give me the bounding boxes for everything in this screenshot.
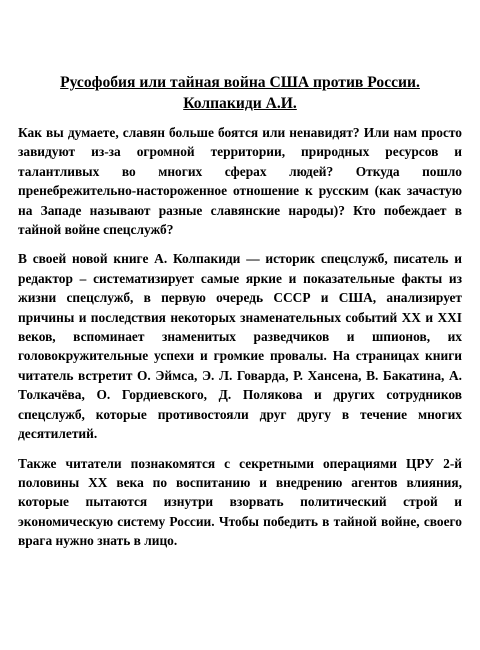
title-line-1: Русофобия или тайная война США против России. <box>60 74 420 91</box>
document-title <box>18 72 462 114</box>
paragraph-2: В своей новой книге А. Колпакиди — историк спецслужб, писатель и редактор – систематизирует самые яркие и показательные факты из жизни спецслужб, в первую очередь СССР и США, анализирует причины и последствия некоторых знаменательных событий XX и XXI веков, вспоминает знаменитых разведчиков и шпионов, их головокружительные успехи и громкие провалы. На страницах книги читатель встретит О. Эймса, Э. Л. Говарда, Р. Хансена, В. Бакатина, А. Толкачёва, О. Гордиевского, Д. Полякова и других сотрудников спецслужб, которые противостояли друг другу в течение многих десятилетий. <box>18 251 462 442</box>
paragraph-3: Также читатели познакомятся с секретными операциями ЦРУ 2-й половины XX века по воспитанию и внедрению агентов влияния, которые пытаются изнутри взорвать политический строй и экономическую систему России. Чтобы победить в тайной войне, своего врага нужно знать в лицо. <box>18 455 462 549</box>
title-line-2: Колпакиди А.И. <box>183 95 297 112</box>
document-page <box>18 72 462 561</box>
paragraph-1: Как вы думаете, славян больше боятся или ненавидят? Или нам просто завидуют из-за огромной территории, природных ресурсов и талантливых во многих сферах людей? Откуда пошло пренебрежительно-настороженное отношение к русским (как зачастую на Западе называют разные славянские народы)? Кто побеждает в тайной войне спецслужб? <box>18 125 462 238</box>
